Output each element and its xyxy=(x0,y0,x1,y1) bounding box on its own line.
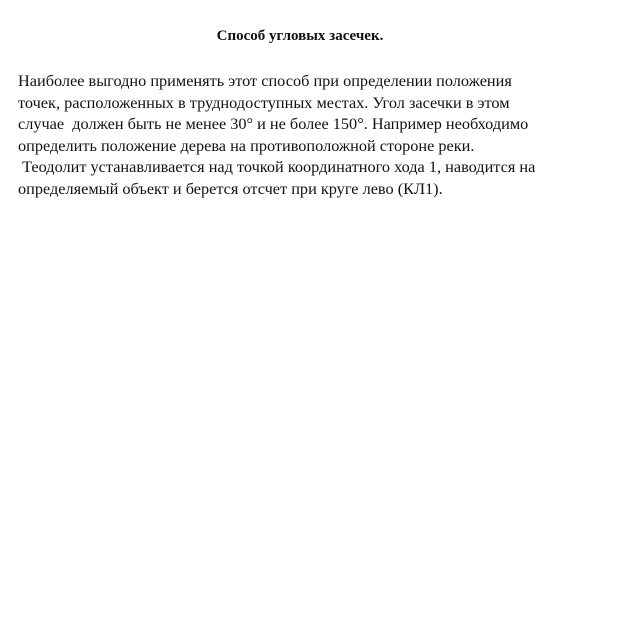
text-line: определить положение дерева на противоположной стороне реки. xyxy=(18,135,475,155)
body-paragraph xyxy=(18,70,618,200)
text-line: точек, расположенных в труднодоступных местах. Угол засечки в этом xyxy=(18,92,510,112)
text-line: Теодолит устанавливается над точкой координатного хода 1, наводится на xyxy=(18,157,536,177)
text-line: Наиболее выгодно применять этот способ при определении положения xyxy=(18,71,512,90)
page-title: Способ угловых засечек. xyxy=(216,28,384,44)
text-line: случае должен быть не менее 30° и не более 150°. Например необходимо xyxy=(18,114,529,134)
text-line: определяемый объект и берется отсчет при круге лево (КЛ1). xyxy=(18,178,443,198)
